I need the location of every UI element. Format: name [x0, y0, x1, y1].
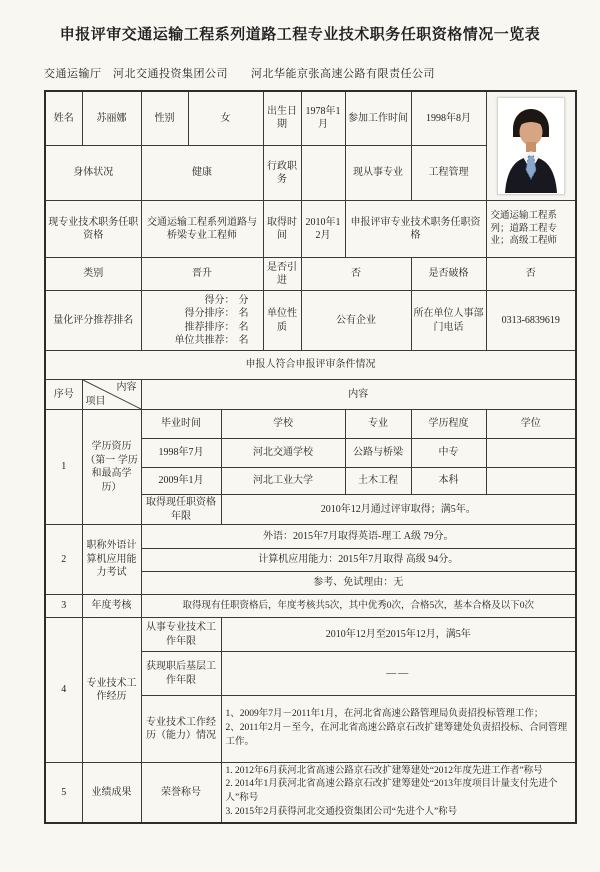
- join-value-cell: 1998年8月: [411, 91, 486, 146]
- org-type-label-cell: 单位性质: [263, 291, 301, 351]
- edu-col-level: 学历程度: [411, 410, 486, 439]
- conditions-title-cell: 申报人符合申报评审条件情况: [45, 351, 576, 380]
- edu-time-cell: 2009年1月: [141, 468, 221, 495]
- category-value-cell: 晋升: [141, 258, 263, 291]
- photo-cell: [486, 91, 576, 201]
- honor-label-cell: 荣誉称号: [141, 763, 221, 823]
- section5-label-cell: 业绩成果: [82, 763, 141, 823]
- score-line-unit: 名: [238, 335, 249, 346]
- row-category: [45, 258, 576, 291]
- section2-no-cell: 2: [45, 525, 82, 595]
- page-title: 申报评审交通运输工程系列道路工程专业技术职务任职资格情况一览表: [59, 27, 541, 43]
- content-header-cell: 内容: [141, 380, 576, 410]
- organizations-line: 交通运输厅 河北交通投资集团公司 河北华能京张高速公路有限责任公司: [44, 67, 435, 80]
- honor-line: 2. 2014年1月获河北省高速公路京石改扩建筹建处“2013年度项目计量支付先进个人”称号: [225, 779, 558, 804]
- name-label-cell: 姓名: [45, 91, 82, 146]
- birth-label-cell: 出生日期: [263, 91, 301, 146]
- score-line-unit: 名: [238, 321, 249, 333]
- experience-label-cell: 专业技术工作经历（能力）情况: [141, 696, 221, 763]
- health-label-cell: 身体状况: [45, 146, 141, 201]
- exam-language-cell: 外语：2015年7月取得英语-理工 A级 79分。: [141, 525, 576, 549]
- row-score: [45, 291, 576, 351]
- admin-value-cell: [301, 146, 345, 201]
- score-line-label: 单位共推荐：: [174, 335, 235, 346]
- edu-degree-cell: [486, 468, 576, 495]
- section4-row: [45, 618, 576, 652]
- current-title-value-cell: 交通运输工程系列道路与桥梁专业工程师: [141, 201, 263, 258]
- score-line-unit: 名: [238, 308, 249, 319]
- experience-value-cell: [221, 696, 576, 763]
- score-line: [144, 321, 261, 335]
- row-grid-header: [45, 380, 576, 410]
- row-identity: [45, 91, 576, 146]
- edu-level-cell: 中专: [411, 439, 486, 468]
- name-value-cell: 苏丽娜: [82, 91, 141, 146]
- field-label-cell: 现从事专业: [345, 146, 411, 201]
- section2-label-cell: 职称外语计算机应用能力考试: [82, 525, 141, 595]
- id-photo: [497, 97, 565, 195]
- join-label-cell: 参加工作时间: [345, 91, 411, 146]
- phone-value-cell: 0313-6839619: [486, 291, 576, 351]
- qualification-table: [44, 90, 577, 824]
- birth-value-cell: 1978年1月: [301, 91, 345, 146]
- honor-line: 3. 2015年2月获得河北交通投资集团公司“先进个人”称号: [225, 807, 458, 818]
- base-years-value-cell: ——: [221, 652, 576, 696]
- tenure-value-cell: 2010年12月通过评审取得；满5年。: [221, 495, 576, 525]
- edu-degree-cell: [486, 439, 576, 468]
- work-years-value-cell: 2010年12月至2015年12月，满5年: [221, 618, 576, 652]
- acquired-label-cell: 取得时间: [263, 201, 301, 258]
- section1-label-cell: 学历资历（第一 学历和最高学历）: [82, 410, 141, 525]
- edu-col-degree: 学位: [486, 410, 576, 439]
- score-line: [144, 294, 261, 308]
- section5-no-cell: 5: [45, 763, 82, 823]
- base-years-label-cell: 获现职后基层工作年限: [141, 652, 221, 696]
- section2-row: [45, 525, 576, 549]
- portrait-icon: [499, 99, 563, 193]
- section1-no-cell: 1: [45, 410, 82, 525]
- score-lines-cell: [141, 291, 263, 351]
- edu-school-cell: 河北工业大学: [221, 468, 345, 495]
- section4-no-cell: 4: [45, 618, 82, 763]
- score-line-label: 得分：: [204, 294, 235, 306]
- edu-time-cell: 1998年7月: [141, 439, 221, 468]
- edu-col-time: 毕业时间: [141, 410, 221, 439]
- exception-value-cell: 否: [486, 258, 576, 291]
- section3-row: [45, 595, 576, 618]
- edu-major-cell: 公路与桥梁: [345, 439, 411, 468]
- score-line-label: 推荐排序：: [184, 321, 235, 333]
- honor-value-cell: [221, 763, 576, 823]
- import-label-cell: 是否引进: [263, 258, 301, 291]
- tenure-label-cell: 取得现任职资格年限: [141, 495, 221, 525]
- row-conditions-title: [45, 351, 576, 380]
- section4-label-cell: 专业技术工作经历: [82, 618, 141, 763]
- apply-label-cell: 申报评审专业技术职务任职资格: [345, 201, 486, 258]
- gender-value-cell: 女: [188, 91, 263, 146]
- edu-major-cell: 土木工程: [345, 468, 411, 495]
- gender-label-cell: 性别: [141, 91, 188, 146]
- seq-header-cell: 序号: [45, 380, 82, 410]
- section3-label-cell: 年度考核: [82, 595, 141, 618]
- work-years-label-cell: 从事专业技术工作年限: [141, 618, 221, 652]
- edu-level-cell: 本科: [411, 468, 486, 495]
- section5-row: [45, 763, 576, 823]
- admin-label-cell: 行政职务: [263, 146, 301, 201]
- org-type-value-cell: 公有企业: [301, 291, 411, 351]
- section3-no-cell: 3: [45, 595, 82, 618]
- section1-header-row: [45, 410, 576, 439]
- assessment-value-cell: 取得现有任职资格后，年度考核共5次，其中优秀0次，合格5次，基本合格及以下0次: [141, 595, 576, 618]
- acquired-value-cell: 2010年12月: [301, 201, 345, 258]
- diagonal-top-label: 内容: [116, 382, 137, 393]
- current-title-label-cell: 现专业技术职务任职资格: [45, 201, 141, 258]
- experience-line: 1、2009年7月－2011年1月，在河北省高速公路管理局负责招投标管理工作；: [225, 709, 544, 720]
- diagonal-bottom-label: 项目: [85, 395, 106, 407]
- phone-label-cell: 所在单位人事部门电话: [411, 291, 486, 351]
- apply-value-cell: 交通运输工程系列；道路工程专业；高级工程师: [486, 201, 576, 258]
- edu-col-major: 专业: [345, 410, 411, 439]
- diagonal-header-cell: [82, 380, 141, 410]
- score-label-cell: 量化评分推荐排名: [45, 291, 141, 351]
- score-line-unit: 分: [238, 294, 249, 306]
- health-value-cell: 健康: [141, 146, 263, 201]
- edu-school-cell: 河北交通学校: [221, 439, 345, 468]
- exception-label-cell: 是否破格: [411, 258, 486, 291]
- field-value-cell: 工程管理: [411, 146, 486, 201]
- category-label-cell: 类别: [45, 258, 141, 291]
- edu-col-school: 学校: [221, 410, 345, 439]
- import-value-cell: 否: [301, 258, 411, 291]
- honor-line: 1. 2012年6月获河北省高速公路京石改扩建筹建处“2012年度先进工作者”称号: [225, 765, 543, 776]
- exam-exempt-cell: 参考、免试理由：无: [141, 572, 576, 595]
- score-line-label: 得分排序：: [184, 308, 235, 319]
- experience-line: 2、2011年2月－至今，在河北省高速公路京石改扩建筹建处负责招投标、合同管理工作。: [225, 723, 568, 747]
- row-qualification: [45, 201, 576, 258]
- exam-computer-cell: 计算机应用能力：2015年7月取得 高级 94分。: [141, 549, 576, 572]
- score-line: [144, 307, 261, 321]
- score-line: [144, 334, 261, 348]
